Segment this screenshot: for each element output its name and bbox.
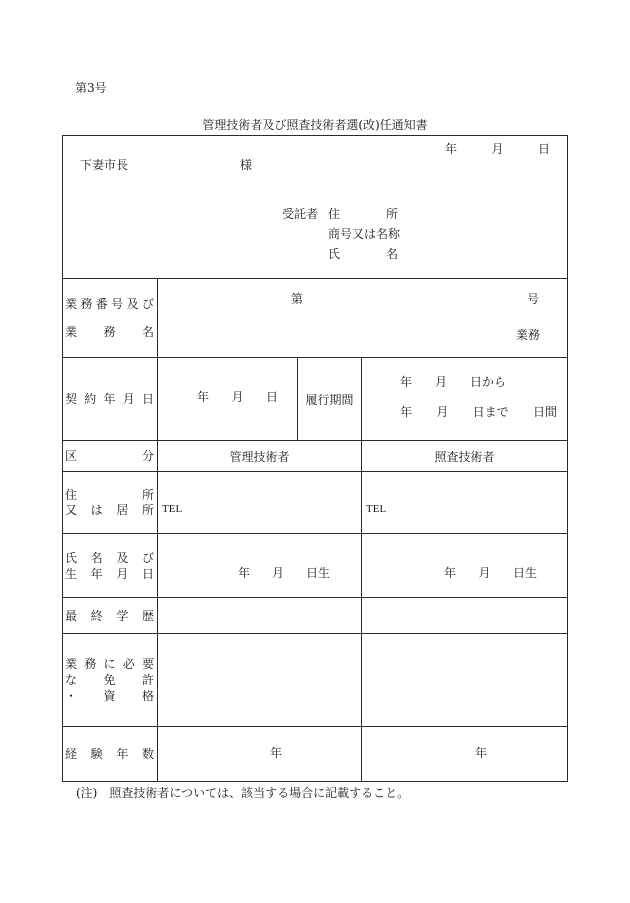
glyph-segment: 年 bbox=[445, 142, 458, 156]
period-label-cell bbox=[297, 357, 362, 441]
glyph-segment: 又 bbox=[65, 502, 78, 517]
licenses-label-line1 bbox=[65, 656, 154, 672]
glyph-segment: 経 bbox=[65, 747, 78, 761]
glyph-segment: 区 bbox=[65, 449, 78, 463]
glyph-segment: に bbox=[103, 657, 116, 671]
glyph-segment: 契 bbox=[65, 392, 78, 406]
glyph-segment: 月 bbox=[491, 142, 504, 156]
glyph-segment: 日 bbox=[141, 392, 154, 406]
contractor-name-label bbox=[328, 247, 398, 261]
glyph-segment: 数 bbox=[141, 747, 154, 761]
period-from bbox=[400, 375, 506, 389]
business-name-suffix: 業務 bbox=[516, 328, 541, 342]
glyph-segment: 務 bbox=[80, 297, 93, 311]
glyph-segment: 日生 bbox=[512, 566, 537, 580]
education-label bbox=[65, 609, 154, 623]
glyph-segment: 業 bbox=[65, 297, 78, 311]
checker-education-cell bbox=[361, 597, 568, 634]
category-label bbox=[65, 449, 154, 463]
glyph-segment: 生 bbox=[65, 566, 78, 581]
manager-birth-cell bbox=[157, 533, 362, 598]
checker-address-cell bbox=[361, 471, 568, 534]
glyph-segment: 最 bbox=[65, 608, 78, 623]
glyph-segment: び bbox=[141, 297, 154, 311]
business-number-suffix: 号 bbox=[527, 292, 540, 306]
glyph-segment: 日間 bbox=[532, 405, 557, 419]
checker-experience-cell bbox=[361, 726, 568, 782]
glyph-segment: 約 bbox=[84, 392, 97, 406]
contract-date-value bbox=[197, 390, 278, 404]
glyph-segment: ・ bbox=[65, 689, 78, 703]
contract-date-label bbox=[65, 392, 154, 406]
glyph-segment: 住 bbox=[328, 207, 341, 221]
manager-experience-cell bbox=[157, 726, 362, 782]
glyph-segment: 番 bbox=[95, 297, 108, 311]
glyph-segment: 氏 bbox=[328, 247, 341, 261]
contractor-company-label: 商号又は名称 bbox=[328, 227, 401, 241]
glyph-segment: 必 bbox=[122, 657, 135, 671]
glyph-segment: 資 bbox=[103, 689, 116, 703]
honorific: 様 bbox=[240, 158, 253, 172]
period-cell bbox=[361, 357, 568, 441]
glyph-segment: な bbox=[65, 673, 78, 687]
education-label-cell bbox=[62, 597, 158, 634]
manager-experience-unit: 年 bbox=[270, 746, 283, 760]
business-label-cell bbox=[62, 278, 158, 358]
manager-header: 管理技術者 bbox=[229, 449, 290, 464]
glyph-segment: 終 bbox=[90, 608, 103, 623]
checker-birth-date bbox=[444, 566, 537, 580]
address-label-cell bbox=[62, 471, 158, 534]
glyph-segment: 日 bbox=[141, 566, 154, 581]
category-label-cell bbox=[62, 440, 158, 472]
glyph-segment: 年 bbox=[116, 747, 129, 761]
glyph-segment: 年 bbox=[197, 390, 210, 404]
glyph-segment: 務 bbox=[103, 325, 116, 339]
glyph-segment: 験 bbox=[90, 747, 103, 761]
licenses-label-line2 bbox=[65, 672, 154, 688]
glyph-segment: 所 bbox=[141, 502, 154, 517]
manager-birth-date bbox=[238, 566, 330, 580]
glyph-segment: 許 bbox=[141, 673, 154, 687]
checker-header: 照査技術者 bbox=[434, 449, 495, 464]
checker-birth-cell bbox=[361, 533, 568, 598]
glyph-segment: 学 bbox=[116, 608, 129, 623]
glyph-segment: 日生 bbox=[305, 566, 330, 580]
business-number-prefix: 第 bbox=[291, 292, 304, 306]
glyph-segment: 名 bbox=[90, 550, 103, 565]
glyph-segment: 分 bbox=[141, 449, 154, 463]
glyph-segment: 務 bbox=[84, 657, 97, 671]
glyph-segment: 月 bbox=[122, 392, 135, 406]
glyph-segment: 居 bbox=[116, 502, 129, 517]
glyph-segment: 住 bbox=[65, 487, 78, 502]
glyph-segment: び bbox=[141, 550, 154, 565]
checker-header-cell bbox=[361, 440, 568, 472]
glyph-segment: 日 bbox=[537, 142, 550, 156]
licenses-label-line3 bbox=[65, 688, 154, 704]
contract-date-cell bbox=[157, 357, 298, 441]
glyph-segment: 年 bbox=[90, 566, 103, 581]
header-cell bbox=[62, 135, 568, 279]
address-label-line1 bbox=[65, 488, 154, 503]
licenses-label-cell bbox=[62, 633, 158, 727]
manager-licenses-cell bbox=[157, 633, 362, 727]
contractor-label: 受託者 bbox=[282, 207, 319, 221]
manager-tel-label: TEL bbox=[162, 503, 183, 515]
glyph-segment: 月 bbox=[434, 375, 447, 389]
glyph-segment: 日から bbox=[469, 375, 506, 389]
experience-label bbox=[65, 747, 154, 761]
address-label-line2 bbox=[65, 503, 154, 518]
glyph-segment: 年 bbox=[444, 566, 457, 580]
contract-label-cell bbox=[62, 357, 158, 441]
glyph-segment: 年 bbox=[103, 392, 116, 406]
business-content-cell bbox=[157, 278, 568, 358]
glyph-segment: 年 bbox=[400, 375, 413, 389]
glyph-segment: 業 bbox=[65, 657, 78, 671]
glyph-segment: 及 bbox=[126, 297, 139, 311]
glyph-segment: 月 bbox=[436, 405, 449, 419]
business-number-label bbox=[65, 290, 154, 318]
glyph-segment: 格 bbox=[141, 689, 154, 703]
notice-date bbox=[445, 142, 550, 156]
glyph-segment: 月 bbox=[478, 566, 491, 580]
glyph-segment: 年 bbox=[400, 405, 413, 419]
glyph-segment: 所 bbox=[385, 207, 398, 221]
business-name-label bbox=[65, 318, 154, 346]
glyph-segment: 日まで bbox=[472, 405, 509, 419]
manager-education-cell bbox=[157, 597, 362, 634]
birth-label-line2 bbox=[65, 566, 154, 582]
glyph-segment: 所 bbox=[141, 487, 154, 502]
footnote: (注) 照査技術者については、該当する場合に記載すること。 bbox=[76, 786, 410, 800]
contractor-address-label bbox=[328, 207, 398, 221]
birth-label-line1 bbox=[65, 550, 154, 566]
birth-label-cell bbox=[62, 533, 158, 598]
form-title: 管理技術者及び照査技術者選(改)任通知書 bbox=[202, 118, 428, 132]
addressee: 下妻市長 bbox=[80, 158, 129, 172]
glyph-segment: 歴 bbox=[141, 608, 154, 623]
checker-licenses-cell bbox=[361, 633, 568, 727]
manager-address-cell bbox=[157, 471, 362, 534]
checker-experience-unit: 年 bbox=[475, 746, 488, 760]
experience-label-cell bbox=[62, 726, 158, 782]
glyph-segment: 日 bbox=[265, 390, 278, 404]
glyph-segment: は bbox=[90, 502, 103, 517]
glyph-segment: 月 bbox=[231, 390, 244, 404]
glyph-segment: 月 bbox=[271, 566, 284, 580]
glyph-segment: 年 bbox=[238, 566, 251, 580]
glyph-segment: 及 bbox=[116, 550, 129, 565]
glyph-segment: 月 bbox=[116, 566, 129, 581]
checker-tel-label: TEL bbox=[366, 503, 387, 515]
glyph-segment: 業 bbox=[65, 325, 78, 339]
glyph-segment: 号 bbox=[111, 297, 124, 311]
glyph-segment: 要 bbox=[141, 657, 154, 671]
glyph-segment: 名 bbox=[141, 325, 154, 339]
period-to bbox=[400, 405, 557, 419]
period-label: 履行期間 bbox=[305, 392, 354, 407]
manager-header-cell bbox=[157, 440, 362, 472]
glyph-segment: 氏 bbox=[65, 550, 78, 565]
glyph-segment: 名 bbox=[385, 247, 398, 261]
form-number: 第3号 bbox=[75, 81, 107, 95]
glyph-segment: 免 bbox=[103, 673, 116, 687]
